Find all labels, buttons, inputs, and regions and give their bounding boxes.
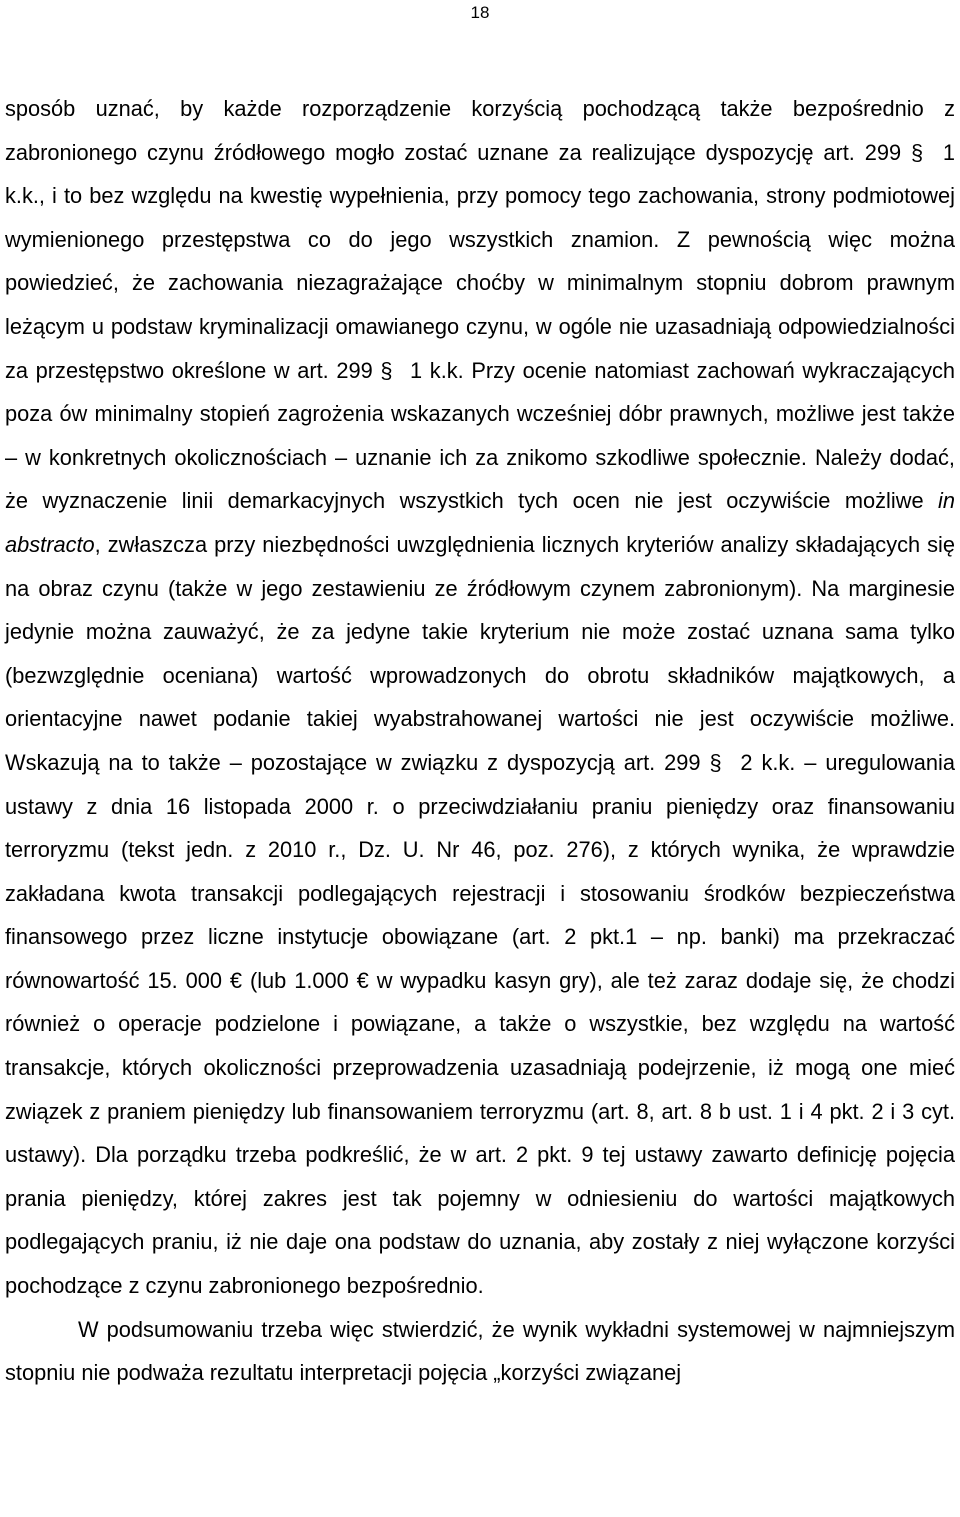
page-number: 18 xyxy=(470,3,490,22)
text-segment: W podsumowaniu trzeba więc stwierdzić, że wynik wykładni systemowej w najmniejszym stopniu nie podważa rezultatu interpretacji pojęcia „korzyści związanej xyxy=(5,1316,955,1386)
euro-sign: € xyxy=(229,967,243,993)
text-segment: w wypadku kasyn gry), ale też zaraz dodaje się, że chodzi również o operacje podzielone i powiązane, a także o wszystkie, bez względu na wartość transakcje, których okoliczności przeprowadzenia uzasadniają podejrzenie, iż mogą one mieć związek z praniem pieniędzy lub finansowaniem terroryzmu (art. 8, art. 8 b ust. 1 i 4 pkt. 2 i 3 cyt. ustawy). Dla porządku trzeba podkreślić, że w art. 2 pkt. 9 tej ustawy zawarto definicję pojęcia prania pieniędzy, której zakres jest tak pojemny w odniesieniu do wartości majątkowych podlegających praniu, iż nie daje ona podstaw do uznania, aby zostały z niej wyłączone korzyści pochodzące z czynu zabronionego bezpośrednio. xyxy=(5,967,956,1299)
italic-phrase: in abstracto xyxy=(5,488,955,557)
euro-sign: € xyxy=(356,967,369,993)
text-segment: 2 k.k. – uregulowania ustawy z dnia 16 listopada 2000 r. o przeciwdziałaniu praniu pieniędzy oraz finansowaniu terroryzmu (tekst jedn. z 2010 r., Dz. U. Nr 46, poz. 276), z których wynika, że wprawdzie zakładana kwota transakcji podlegających rejestracji i stosowaniu środków bezpieczeństwa finansowego przez liczne instytucje obowiązane (art. 2 pkt.1 – np. banki) ma przekraczać równowartość 15. 000 xyxy=(5,749,955,993)
text-segment: (lub 1.000 xyxy=(249,967,349,993)
section-sign: § xyxy=(709,749,722,775)
section-sign: § xyxy=(380,357,393,383)
text-segment: 1 k.k. Przy ocenie natomiast zachowań wykraczających poza ów minimalny stopień zagrożenia wskazanych wcześniej dóbr prawnych, możliwe jest także – w konkretnych okolicznościach – uznanie ich za znikomo szkodliwe społecznie. Należy dodać, że wyznaczenie linii demarkacyjnych wszystkich tych ocen nie jest oczywiście możliwe xyxy=(5,357,955,514)
text-segment: 1 k.k., i to bez względu na kwestię wypełnienia, przy pomocy tego zachowania, strony podmiotowej wymienionego przestępstwa co do jego wszystkich znamion. Z pewnością więc można powiedzieć, że zachowania niezagrażające choćby w minimalnym stopniu dobrom prawnym leżącym u podstaw kryminalizacji omawianego czynu, w ogóle nie uzasadniają odpowiedzialności za przestępstwo określone w art. 299 xyxy=(5,139,955,383)
text-segment: , zwłaszcza przy niezbędności uwzględnienia licznych kryteriów analizy składających się na obraz czynu (także w jego zestawieniu ze źródłowym czynem zabronionym). Na marginesie jedynie można zauważyć, że za jedyne takie kryterium nie może zostać uznana sama tylko (bezwzględnie oceniana) wartość wprowadzonych do obrotu składników majątkowych, a orientacyjne nawet podanie takiej wyabstrahowanej wartości nie jest oczywiście możliwe. Wskazują na to także – pozostające w związku z dyspozycją art. 299 xyxy=(5,531,955,775)
paragraph-1 xyxy=(5,87,955,1308)
paragraph-2 xyxy=(5,1308,955,1395)
text-segment: sposób uznać, by każde rozporządzenie korzyścią pochodzącą także bezpośrednio z zabronionego czynu źródłowego mogło zostać uznane za realizujące dyspozycję art. 299 xyxy=(5,96,955,165)
document-body xyxy=(5,87,955,1395)
section-sign: § xyxy=(910,139,924,165)
